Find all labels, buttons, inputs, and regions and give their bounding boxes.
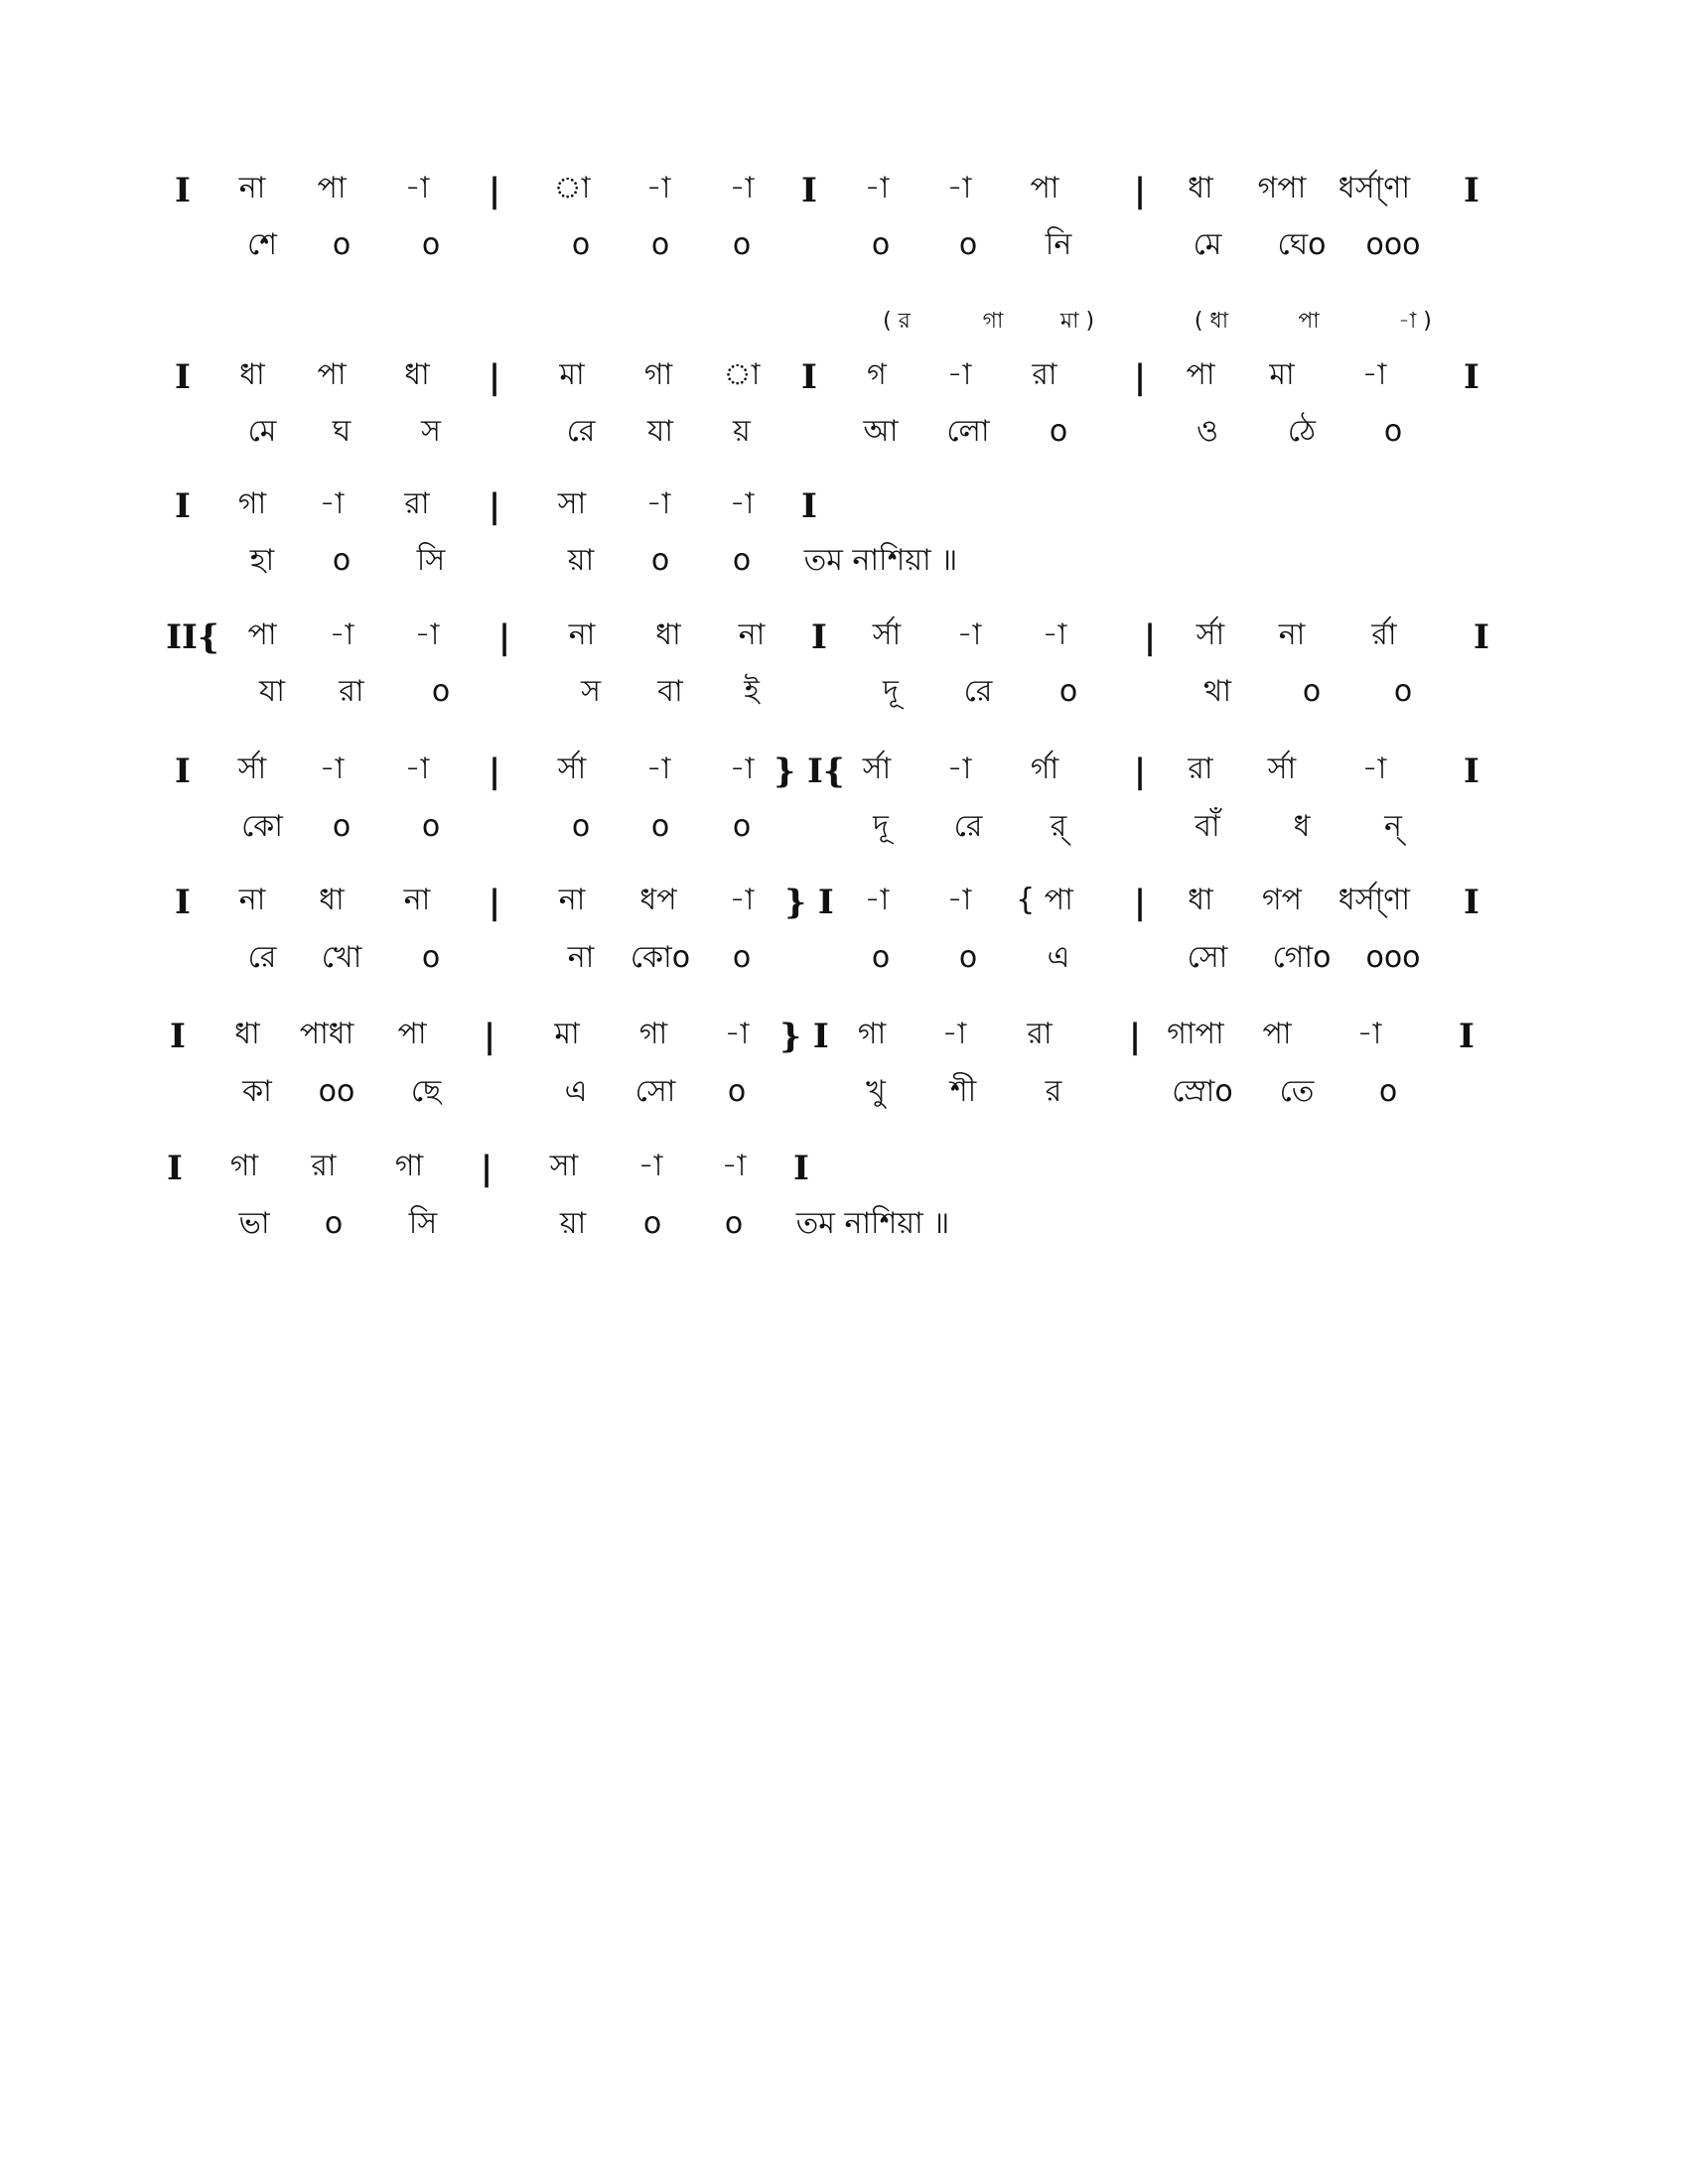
lyric-syllable: রে <box>963 674 993 709</box>
lyric-syllable: সো <box>634 1074 676 1109</box>
bar-line: | <box>488 883 501 922</box>
swara-note: না <box>568 617 596 652</box>
bar-line: | <box>497 617 511 657</box>
lyric-syllable: নি <box>1045 227 1072 262</box>
swara-note: রা <box>1032 357 1057 392</box>
lyric-syllable: খু <box>866 1074 886 1109</box>
swara-note: ধা <box>319 883 345 917</box>
lyric-syllable: o <box>1302 674 1322 709</box>
lyric-syllable: oo <box>318 1074 355 1109</box>
lyric-syllable: বা <box>657 674 683 709</box>
swara-note: র্রা <box>1371 617 1397 652</box>
lyric-syllable: o <box>1383 414 1403 449</box>
lyric-syllable: ঘেo <box>1277 227 1327 262</box>
bar-line: I <box>167 1149 183 1188</box>
lyric-syllable: ooo <box>1365 227 1421 262</box>
swara-note: ধর্সা্ণা <box>1337 883 1411 917</box>
bar-line: | <box>1143 617 1157 657</box>
annotation-note: ( র <box>883 309 911 334</box>
lyric-syllable: ও <box>1196 414 1219 449</box>
swara-note: া <box>723 357 761 392</box>
swara-note: ধা <box>655 617 681 652</box>
bar-line: I <box>1464 883 1479 922</box>
swara-note: -া <box>319 751 345 786</box>
swara-note: পাধা <box>299 1017 354 1051</box>
bar-line: I <box>1464 171 1479 210</box>
lyric-syllable: o <box>727 1074 747 1109</box>
swara-note: গা <box>638 1017 668 1051</box>
lyric-syllable: o <box>732 543 752 578</box>
swara-note: -া <box>729 751 755 786</box>
swara-note: গা <box>237 486 267 521</box>
bar-line: | <box>488 486 501 526</box>
swara-note: -া <box>645 486 671 521</box>
bar-line: I <box>1464 357 1479 397</box>
swara-note: -া <box>946 357 972 392</box>
swara-note: গাপা <box>1167 1017 1224 1051</box>
lyric-syllable: ন্ <box>1384 809 1402 844</box>
swara-note: না <box>738 617 766 652</box>
lyric-syllable: তম নাশিয়া ॥ <box>795 1206 950 1241</box>
lyric-syllable: o <box>431 674 451 709</box>
bar-line: | <box>1133 751 1147 791</box>
lyric-syllable: শী <box>949 1074 977 1109</box>
bar-line: I <box>170 1017 186 1056</box>
swara-note: -া <box>721 1149 747 1183</box>
swara-note: রা <box>1027 1017 1053 1051</box>
bar-line: I <box>175 486 191 526</box>
lyric-syllable: স <box>421 414 441 449</box>
swara-note: -া <box>404 751 430 786</box>
lyric-syllable: o <box>421 940 441 975</box>
swara-note: গা <box>857 1017 887 1051</box>
swara-note: -া <box>729 883 755 917</box>
lyric-syllable: য় <box>733 414 751 449</box>
swara-note: গপ <box>1261 883 1303 917</box>
lyric-syllable: স <box>581 674 601 709</box>
swara-note: রা <box>1188 751 1213 786</box>
lyric-syllable: o <box>421 227 441 262</box>
lyric-syllable: o <box>650 809 670 844</box>
lyric-syllable: o <box>732 809 752 844</box>
swara-note: -া <box>637 1149 663 1183</box>
lyric-syllable: o <box>871 227 891 262</box>
swara-note: ধা <box>1188 883 1213 917</box>
lyric-syllable: ooo <box>1365 940 1421 975</box>
lyric-syllable: দূ <box>883 674 899 709</box>
lyric-syllable: সি <box>408 1206 438 1241</box>
swara-note: ধর্সা্ণা <box>1337 171 1411 205</box>
swara-note: -া <box>645 171 671 205</box>
lyric-syllable: o <box>724 1206 744 1241</box>
bar-line: | <box>488 357 501 397</box>
lyric-syllable: o <box>1378 1074 1398 1109</box>
swara-note: র্সা <box>862 751 892 786</box>
bar-line: II{ <box>166 617 219 657</box>
lyric-syllable: সো <box>1187 940 1228 975</box>
swara-note: র্সা <box>872 617 902 652</box>
lyric-syllable: তম নাশিয়া ॥ <box>803 543 958 578</box>
swara-note: -া <box>946 751 972 786</box>
swara-note: মা <box>1269 357 1295 392</box>
lyric-syllable: রা <box>339 674 364 709</box>
lyric-syllable: o <box>1058 674 1078 709</box>
swara-note: পা <box>1262 1017 1292 1051</box>
lyric-syllable: o <box>650 543 670 578</box>
swara-note: না <box>1278 617 1306 652</box>
lyric-syllable: হা <box>249 543 275 578</box>
swara-note: না <box>558 883 586 917</box>
swara-note: গা <box>394 1149 424 1183</box>
bar-line: } I{ <box>774 751 845 791</box>
swara-note: { পা <box>1016 883 1073 917</box>
lyric-syllable: o <box>642 1206 662 1241</box>
swara-note: -া <box>941 1017 967 1051</box>
swara-note: রা <box>404 486 430 521</box>
annotation-note: ( ধা <box>1194 309 1229 334</box>
lyric-syllable: লো <box>946 414 990 449</box>
swara-note: মা <box>559 357 585 392</box>
bar-line: | <box>1128 1017 1142 1056</box>
swara-note: -া <box>1361 751 1387 786</box>
swara-note: -া <box>729 171 755 205</box>
lyric-syllable: o <box>732 940 752 975</box>
lyric-syllable: র্ <box>1050 809 1067 844</box>
swara-note: পা <box>1030 171 1059 205</box>
swara-note: মা <box>554 1017 580 1051</box>
swara-note: -া <box>1361 357 1387 392</box>
swara-note: গ <box>867 357 887 392</box>
lyric-syllable: য়া <box>567 543 595 578</box>
bar-line: I <box>801 486 817 526</box>
bar-line: I <box>175 357 191 397</box>
swara-note: ধা <box>239 357 265 392</box>
lyric-syllable: o <box>958 227 978 262</box>
bar-line: I <box>801 357 817 397</box>
swara-note: না <box>238 883 266 917</box>
swara-note: -া <box>329 617 354 652</box>
swara-note: পা <box>397 1017 427 1051</box>
lyric-syllable: থা <box>1202 674 1232 709</box>
swara-note: সা <box>549 1149 579 1183</box>
lyric-syllable: কো <box>241 809 283 844</box>
lyric-syllable: র <box>1045 1074 1062 1109</box>
lyric-syllable: শে <box>247 227 277 262</box>
lyric-syllable: রে <box>953 809 983 844</box>
bar-line: | <box>1133 357 1147 397</box>
bar-line: I <box>175 883 191 922</box>
swara-note: গা <box>643 357 673 392</box>
lyric-syllable: ঘ <box>332 414 352 449</box>
swara-note: -া <box>946 883 972 917</box>
swara-note: -া <box>319 486 345 521</box>
swara-note: পা <box>317 171 347 205</box>
swara-note: -া <box>1356 1017 1382 1051</box>
lyric-syllable: আ <box>863 414 899 449</box>
lyric-syllable: গোo <box>1272 940 1332 975</box>
lyric-syllable: তে <box>1279 1074 1315 1109</box>
lyric-syllable: o <box>571 227 591 262</box>
bar-line: | <box>488 751 501 791</box>
annotation-note: গা <box>982 309 1004 334</box>
swara-note: ধা <box>1188 171 1213 205</box>
lyric-syllable: o <box>332 543 352 578</box>
swara-note: ধা <box>404 357 430 392</box>
lyric-syllable: o <box>324 1206 344 1241</box>
lyric-syllable: মে <box>1193 227 1222 262</box>
lyric-syllable: o <box>958 940 978 975</box>
swara-note: ধা <box>234 1017 260 1051</box>
swara-note: গপা <box>1257 171 1307 205</box>
lyric-syllable: এ <box>564 1074 588 1109</box>
swara-note: -া <box>1042 617 1067 652</box>
swara-note: র্সা <box>1196 617 1225 652</box>
lyric-syllable: খো <box>321 940 362 975</box>
swara-note: -া <box>956 617 982 652</box>
lyric-syllable: যা <box>647 414 673 449</box>
swara-note: র্সা <box>1267 751 1297 786</box>
lyric-syllable: o <box>650 227 670 262</box>
lyric-syllable: o <box>1393 674 1413 709</box>
bar-line: | <box>1133 171 1147 210</box>
swara-note: পা <box>247 617 277 652</box>
lyric-syllable: ভা <box>238 1206 270 1241</box>
swara-note: -া <box>864 171 890 205</box>
annotation-note: মা ) <box>1059 309 1095 334</box>
bar-line: } I <box>779 1017 829 1056</box>
swara-note: সা <box>557 486 587 521</box>
swara-note: পা <box>317 357 347 392</box>
swara-note: -া <box>404 171 430 205</box>
lyric-syllable: স্রোo <box>1172 1074 1233 1109</box>
swara-note: র্গা <box>1030 751 1059 786</box>
bar-line: | <box>480 1149 493 1188</box>
swara-note: -া <box>724 1017 750 1051</box>
bar-line: | <box>1133 883 1147 922</box>
swara-note: গা <box>229 1149 259 1183</box>
lyric-syllable: কা <box>242 1074 272 1109</box>
annotation-note: পা <box>1298 309 1320 334</box>
lyric-syllable: যা <box>259 674 285 709</box>
bar-line: | <box>488 171 501 210</box>
annotation-note: -া ) <box>1398 309 1432 334</box>
lyric-syllable: রে <box>566 414 596 449</box>
bar-line: | <box>483 1017 496 1056</box>
swara-note: -া <box>414 617 440 652</box>
lyric-syllable: না <box>567 940 595 975</box>
lyric-syllable: সি <box>416 543 446 578</box>
bar-line: I <box>1464 751 1479 791</box>
lyric-syllable: ঠে <box>1287 414 1317 449</box>
bar-line: I <box>1474 617 1489 657</box>
bar-line: I <box>175 751 191 791</box>
swara-note: া <box>553 171 591 205</box>
lyric-syllable: দূ <box>873 809 889 844</box>
bar-line: I <box>801 171 817 210</box>
swara-note: -া <box>864 883 890 917</box>
swara-note: -া <box>645 751 671 786</box>
bar-line: I <box>175 171 191 210</box>
lyric-syllable: ছে <box>410 1074 442 1109</box>
lyric-syllable: o <box>871 940 891 975</box>
lyric-syllable: এ <box>1047 940 1070 975</box>
swara-note: না <box>238 171 266 205</box>
lyric-syllable: o <box>732 227 752 262</box>
bar-line: I <box>793 1149 809 1188</box>
swara-note: ধপ <box>639 883 677 917</box>
swara-note: -া <box>729 486 755 521</box>
lyric-syllable: বাঁ <box>1195 809 1220 844</box>
lyric-syllable: ই <box>744 674 760 709</box>
lyric-syllable: কোo <box>630 940 691 975</box>
lyric-syllable: o <box>421 809 441 844</box>
swara-note: -া <box>946 171 972 205</box>
bar-line: } I <box>784 883 834 922</box>
swara-note: র্সা <box>557 751 587 786</box>
bar-line: I <box>1459 1017 1475 1056</box>
swara-note: পা <box>1186 357 1215 392</box>
lyric-syllable: য়া <box>559 1206 587 1241</box>
lyric-syllable: o <box>332 809 352 844</box>
lyric-syllable: o <box>332 227 352 262</box>
lyric-syllable: o <box>571 809 591 844</box>
lyric-syllable: রে <box>247 940 277 975</box>
bar-line: I <box>811 617 827 657</box>
swara-note: র্সা <box>237 751 267 786</box>
swara-note: না <box>403 883 431 917</box>
lyric-syllable: ধ <box>1293 809 1311 844</box>
swara-note: রা <box>311 1149 337 1183</box>
lyric-syllable: o <box>1049 414 1068 449</box>
lyric-syllable: মে <box>247 414 277 449</box>
